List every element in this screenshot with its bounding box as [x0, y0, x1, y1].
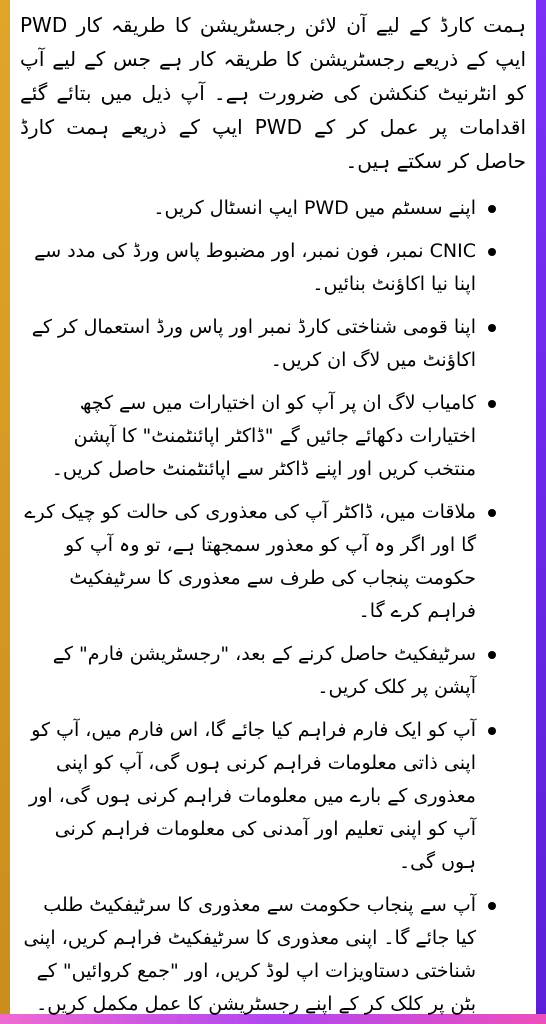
- step-item: [20, 714, 526, 879]
- step-text: CNIC نمبر، فون نمبر، اور مضبوط پاس ورڈ کی مدد سے اپنا نیا اکاؤنٹ بنائیں۔: [34, 240, 476, 295]
- article-content: [20, 8, 526, 1024]
- right-border-stripe: [536, 0, 546, 1024]
- bullet-dot-icon: [488, 248, 496, 256]
- step-item: [20, 387, 526, 486]
- step-text: سرٹیفکیٹ حاصل کرنے کے بعد، "رجسٹریشن فارم" کے آپشن پر کلک کریں۔: [52, 643, 476, 698]
- step-text: اپنے سسٹم میں PWD ایپ انسٹال کریں۔: [153, 197, 476, 219]
- steps-list: [20, 192, 526, 1021]
- step-item: [20, 496, 526, 628]
- bullet-dot-icon: [488, 324, 496, 332]
- step-item: [20, 638, 526, 704]
- bullet-dot-icon: [488, 902, 496, 910]
- step-text: کامیاب لاگ ان پر آپ کو ان اختیارات میں سے کچھ اختیارات دکھائے جائیں گے "ڈاکٹر اپائنٹمنٹ" کا آپشن منتخب کریں اور اپنے ڈاکٹر سے اپائنٹمنٹ حاصل کریں۔: [51, 392, 476, 480]
- intro-paragraph: ہمت کارڈ کے لیے آن لائن رجسٹریشن کا طریقہ کار PWD ایپ کے ذریعے رجسٹریشن کا طریقہ کار ہے جس کے لیے آپ کو انٹرنیٹ کنکشن کی ضرورت ہے۔ آپ ذیل میں بتائے گئے اقدامات پر عمل کر کے PWD ایپ کے ذریعے ہمت کارڈ حاصل کر سکتے ہیں۔: [20, 13, 526, 173]
- bullet-dot-icon: [488, 400, 496, 408]
- step-text: ملاقات میں، ڈاکٹر آپ کی معذوری کی حالت کو چیک کرے گا اور اگر وہ آپ کو معذور سمجھتا ہے، تو وہ آپ کو حکومت پنجاب کی طرف سے معذوری کا سرٹیفکیٹ فراہم کرے گا۔: [24, 501, 476, 622]
- step-item: [20, 192, 526, 225]
- step-text: آپ سے پنجاب حکومت سے معذوری کا سرٹیفکیٹ طلب کیا جائے گا۔ اپنی معذوری کا سرٹیفکیٹ فراہم کریں، اپنی شناختی دستاویزات اپ لوڈ کریں، اور "جمع کروائیں" کے بٹن پر کلک کر کے اپنے رجسٹریشن کا عمل مکمل کریں۔: [23, 894, 476, 1015]
- step-text: آپ کو ایک فارم فراہم کیا جائے گا، اس فارم میں، آپ کو اپنی ذاتی معلومات فراہم کرنی ہوں گی، آپ کو اپنی معذوری کے بارے میں معلومات فراہم کرنی ہوں گی، اور آپ کو اپنی تعلیم اور آمدنی کی معلومات فراہم کرنی ہوں گی۔: [29, 719, 476, 873]
- left-border-stripe: [0, 0, 10, 1024]
- bullet-dot-icon: [488, 205, 496, 213]
- bullet-dot-icon: [488, 727, 496, 735]
- step-item: [20, 311, 526, 377]
- step-item: [20, 235, 526, 301]
- bullet-dot-icon: [488, 651, 496, 659]
- step-item: [20, 889, 526, 1021]
- bullet-dot-icon: [488, 509, 496, 517]
- step-text: اپنا قومی شناختی کارڈ نمبر اور پاس ورڈ استعمال کر کے اکاؤنٹ میں لاگ ان کریں۔: [31, 316, 476, 371]
